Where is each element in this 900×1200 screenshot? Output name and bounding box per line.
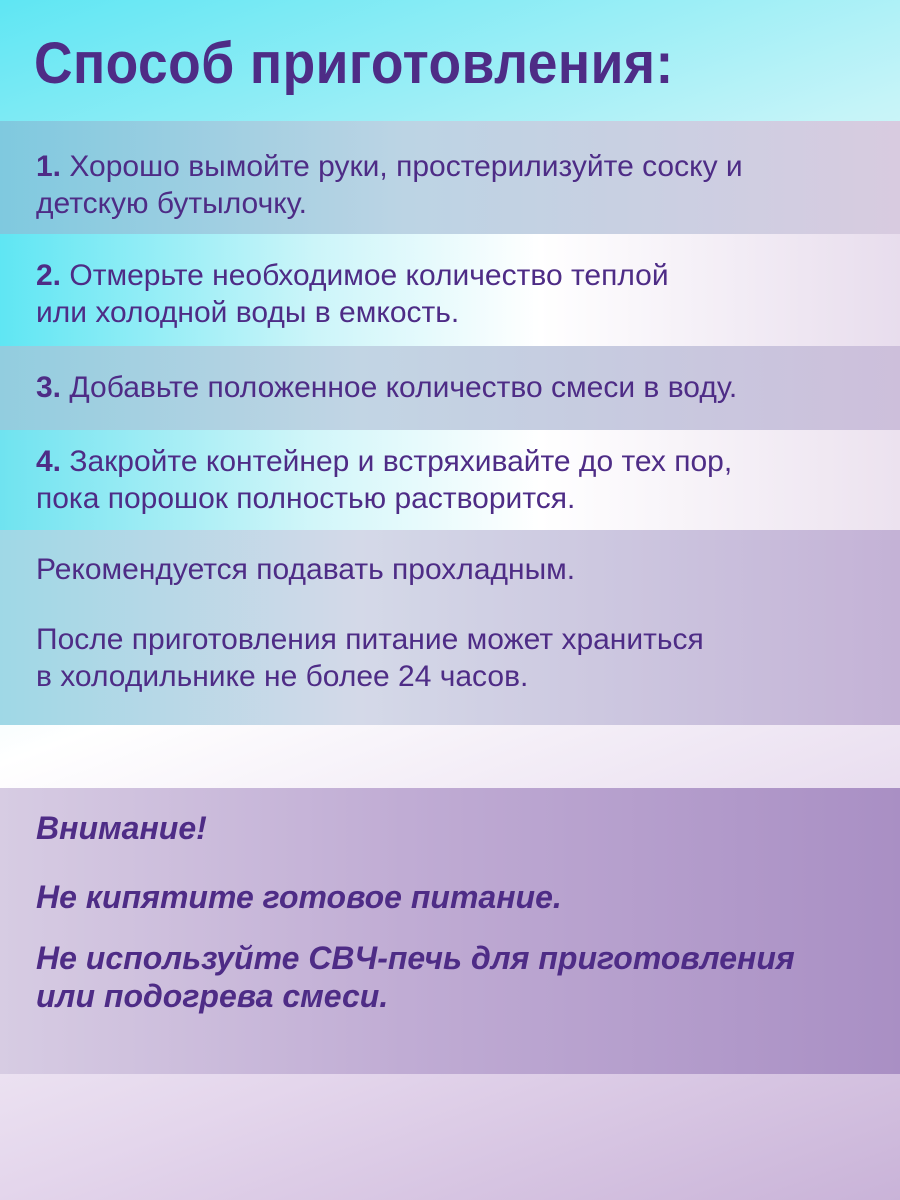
page-title: Способ приготовления:: [34, 31, 674, 96]
step-1: [0, 121, 900, 234]
step-text: Добавьте положенное количество смеси в воду.: [69, 371, 738, 404]
step-number: 3.: [36, 371, 62, 404]
step-4: [0, 430, 900, 530]
step-3: [0, 346, 900, 430]
warning-no-boil: Не кипятите готовое питание.: [36, 879, 562, 915]
step-1-line-1: [36, 148, 880, 185]
step-2: [0, 234, 900, 346]
serve-note: Рекомендуется подавать прохладным.: [36, 553, 576, 586]
storage-note-line-2: в холодильнике не более 24 часов.: [36, 660, 529, 693]
step-text: Хорошо вымойте руки, простерилизуйте соску и: [69, 150, 743, 183]
step-2-line-1: [36, 257, 880, 294]
step-text: Закройте контейнер и встряхивайте до тех пор,: [69, 445, 733, 478]
storage-note-line-1: После приготовления питание может храниться: [36, 623, 704, 656]
step-3-line-1: [36, 369, 880, 406]
step-2-line-2: или холодной воды в емкость.: [36, 296, 460, 329]
step-number: 4.: [36, 445, 62, 478]
warning-no-microwave-line-2: или подогрева смеси.: [36, 978, 389, 1014]
warning-block: [0, 788, 900, 1074]
step-number: 2.: [36, 259, 62, 292]
step-number: 1.: [36, 150, 62, 183]
warning-heading: Внимание!: [36, 810, 207, 846]
step-text: Отмерьте необходимое количество теплой: [69, 259, 669, 292]
warning-no-microwave-line-1: Не используйте СВЧ-печь для приготовления: [36, 940, 795, 976]
step-1-line-2: детскую бутылочку.: [36, 187, 308, 220]
step-4-line-2: пока порошок полностью растворится.: [36, 482, 576, 515]
serving-notes: [0, 530, 900, 725]
step-4-line-1: [36, 443, 880, 480]
